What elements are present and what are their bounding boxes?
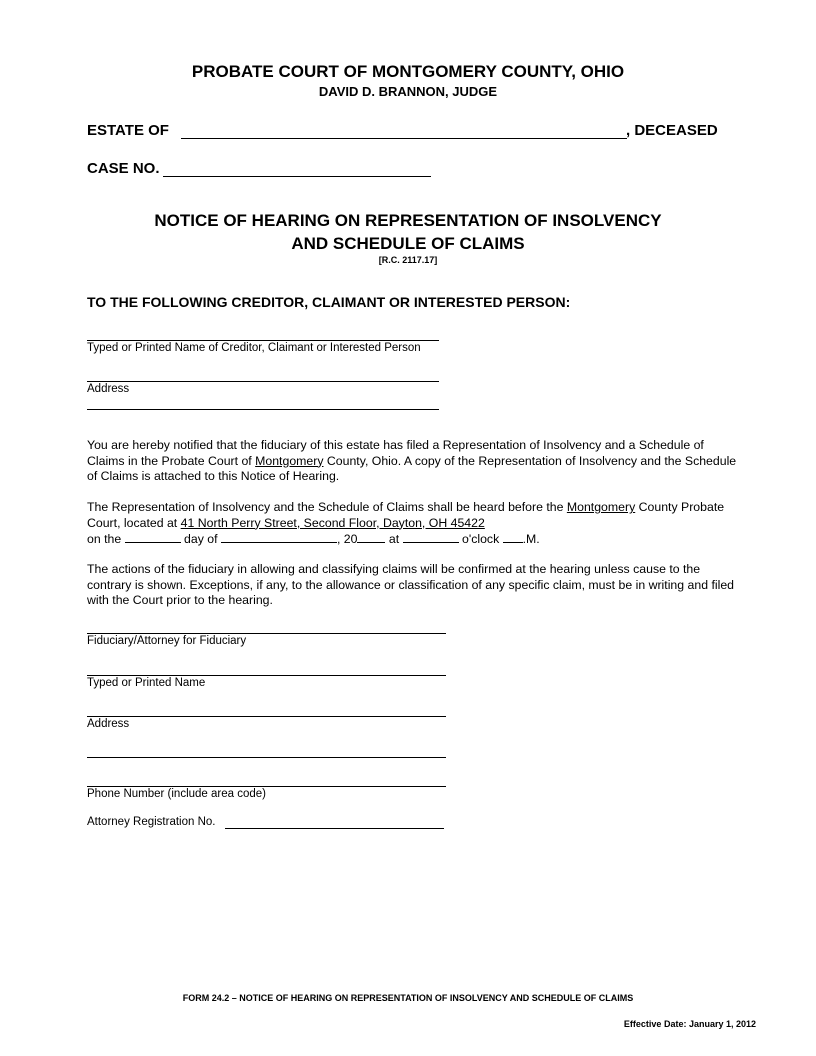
hearing-time-field[interactable] (403, 531, 459, 543)
estate-name-field[interactable] (181, 138, 627, 139)
judge-name: DAVID D. BRANNON, JUDGE (318, 84, 498, 99)
hearing-paragraph (87, 500, 737, 548)
confirmation-paragraph: The actions of the fiduciary in allowing and classifying claims will be confirmed at the hearing unless cause to the contrary is shown. Exceptions, if any, to the allowance or classification of any specific claim, must be in writing and filed with the Court prior to the hearing. (87, 562, 735, 607)
oclock-text: o'clock (462, 532, 500, 546)
fiduciary-label: Fiduciary/Attorney for Fiduciary (87, 635, 247, 647)
fiduciary-address-field-1[interactable] (87, 716, 446, 717)
notice-text-b: County, Ohio. A copy of the Representation of Insolvency and the Schedule of Claims is attached to this Notice of Hearing. (87, 453, 737, 483)
deceased-label: , DECEASED (626, 122, 718, 139)
year-prefix-text: , 20 (336, 532, 358, 546)
at-text: at (388, 532, 400, 546)
fiduciary-address-field-2[interactable] (87, 757, 446, 758)
form-footer: FORM 24.2 – NOTICE OF HEARING ON REPRESENTATION OF INSOLVENCY AND SCHEDULE OF CLAIMS (182, 993, 634, 1003)
recipient-name-field[interactable] (87, 340, 439, 341)
hearing-year-field[interactable] (357, 531, 385, 543)
hearing-month-field[interactable] (221, 531, 337, 543)
form-title-line1: NOTICE OF HEARING ON REPRESENTATION OF INSOLVENCY (154, 211, 662, 230)
recipient-address-label: Address (87, 383, 130, 395)
meridiem-text: .M. (522, 532, 540, 546)
hearing-court: Montgomery (566, 500, 636, 514)
attorney-registration-label: Attorney Registration No. (87, 816, 216, 828)
case-number-label: CASE NO. (87, 160, 160, 177)
hearing-day-field[interactable] (125, 531, 181, 543)
day-of-text: day of (184, 532, 218, 546)
am-pm-field[interactable] (503, 531, 523, 543)
county-name: Montgomery (255, 453, 324, 468)
fiduciary-address-label: Address (87, 718, 130, 730)
recipient-name-label: Typed or Printed Name of Creditor, Claimant or Interested Person (87, 342, 421, 354)
on-the-text: on the (87, 532, 122, 546)
printed-name-field[interactable] (87, 675, 446, 676)
notice-paragraph (87, 438, 737, 485)
hearing-text-a: The Representation of Insolvency and the Schedule of Claims shall be heard before the (87, 500, 567, 514)
court-name: PROBATE COURT OF MONTGOMERY COUNTY, OHIO (191, 62, 625, 81)
effective-date: Effective Date: January 1, 2012 (623, 1019, 756, 1029)
fiduciary-signature-field[interactable] (87, 633, 446, 634)
recipient-address-field-2[interactable] (87, 409, 439, 410)
attorney-registration-field[interactable] (225, 828, 444, 829)
estate-label: ESTATE OF (87, 122, 169, 139)
printed-name-label: Typed or Printed Name (87, 677, 206, 689)
case-number-field[interactable] (163, 176, 431, 177)
recipient-address-field-1[interactable] (87, 381, 439, 382)
recipient-heading: TO THE FOLLOWING CREDITOR, CLAIMANT OR INTERESTED PERSON: (87, 294, 571, 310)
hearing-location: 41 North Perry Street, Second Floor, Dayton, OH 45422 (180, 515, 485, 530)
hearing-text-b: County Probate Court, located at (87, 500, 725, 530)
phone-number-field[interactable] (87, 786, 446, 787)
statute-reference: [R.C. 2117.17] (378, 255, 438, 265)
notice-text-a: You are hereby notified that the fiduciary of this estate has filed a Representation of Insolvency and a Schedule of Claims in the Probate Court of (87, 438, 704, 468)
form-title-line2: AND SCHEDULE OF CLAIMS (291, 234, 525, 253)
phone-number-label: Phone Number (include area code) (87, 788, 266, 800)
